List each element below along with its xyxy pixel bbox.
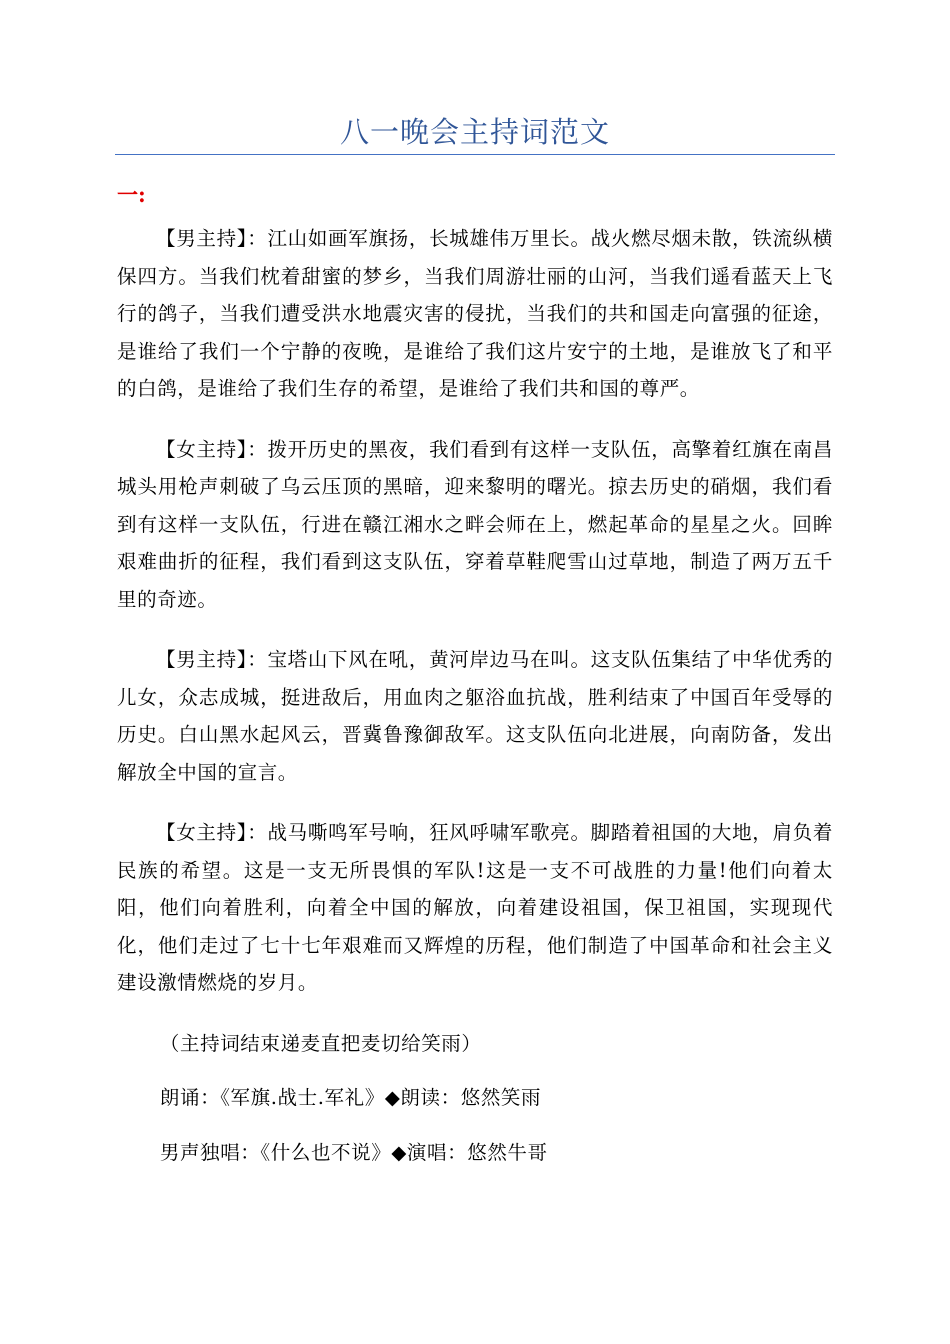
paragraph-female-host-1: 【女主持】：拨开历史的黑夜，我们看到有这样一支队伍，高擎着红旗在南昌城头用枪声刺破了乌云压顶的黑暗，迎来黎明的曙光。掠去历史的硝烟，我们看到有这样一支队伍，行进在赣江湘水之畔会师在上，燃起革命的星星之火。回眸艰难曲折的征程，我们看到这支队伍，穿着草鞋爬雪山过草地，制造了两万五千里的奇迹。 (117, 437, 833, 611)
document-title: 八一晚会主持词范文 (339, 115, 610, 149)
program-item-recitation: 朗诵：《军旗.战士.军礼》◆朗读：悠然笑雨 (159, 1086, 542, 1109)
paragraph-male-host-2: 【男主持】：宝塔山下风在吼，黄河岸边马在叫。这支队伍集结了中华优秀的儿女，众志成城，挺进敌后，用血肉之躯浴血抗战，胜利结束了中国百年受辱的历史。白山黑水起风云，晋冀鲁豫御敌军。这支队伍向北进展，向南防备，发出解放全中国的宣言。 (117, 648, 833, 784)
paragraph-male-host-1: 【男主持】：江山如画军旗扬，长城雄伟万里长。战火燃尽烟未散，铁流纵横保四方。当我们枕着甜蜜的梦乡，当我们周游壮丽的山河，当我们遥看蓝天上飞行的鸽子，当我们遭受洪水地震灾害的侵扰，当我们的共和国走向富强的征途，是谁给了我们一个宁静的夜晚，是谁给了我们这片安宁的土地，是谁放飞了和平的白鸽，是谁给了我们生存的希望，是谁给了我们共和国的尊严。 (117, 227, 833, 400)
stage-direction: （主持词结束递麦直把麦切给笑雨） (159, 1031, 482, 1055)
section-heading: 一: (117, 182, 146, 207)
document-body (117, 220, 833, 1188)
title-underline (115, 154, 835, 155)
paragraph-female-host-2: 【女主持】：战马嘶鸣军号响，狂风呼啸军歌亮。脚踏着祖国的大地，肩负着民族的希望。这是一支无所畏惧的军队!这是一支不可战胜的力量!他们向着太阳，他们向着胜利，向着全中国的解放，向着建设祖国，保卫祖国，实现现代化，他们走过了七十七年艰难而又辉煌的历程，他们制造了中国革命和社会主义建设激情燃烧的岁月。 (117, 821, 833, 994)
program-item-solo: 男声独唱：《什么也不说》◆演唱：悠然牛哥 (159, 1140, 548, 1164)
